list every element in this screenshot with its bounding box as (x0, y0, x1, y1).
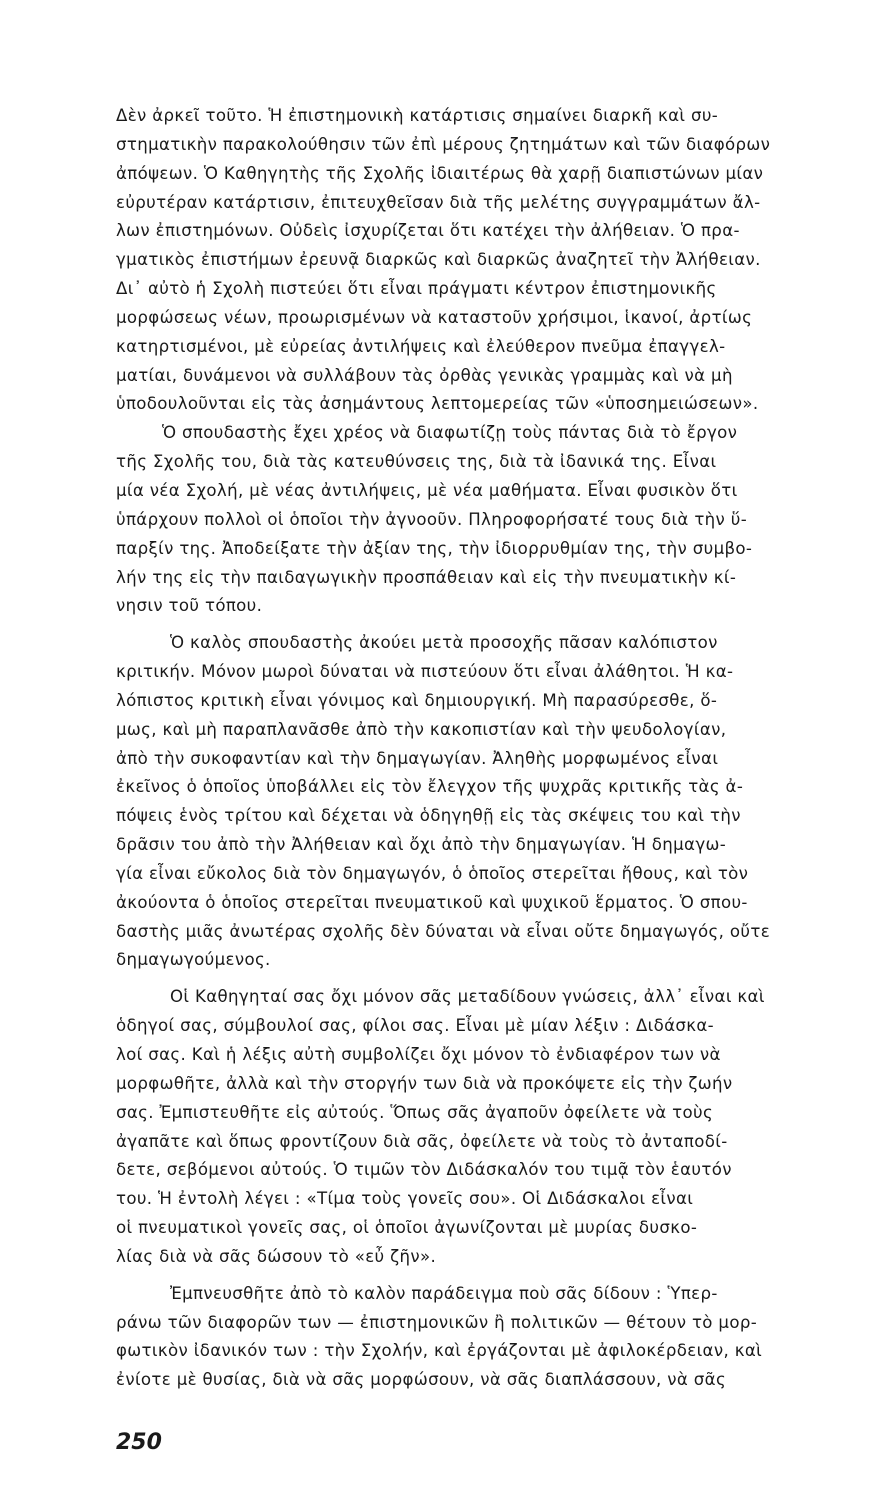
text-line: Δι᾽ αὐτὸ ἡ Σχολὴ πιστεύει ὅτι εἶναι πράγματι κέντρον ἐπιστημονικῆς (116, 279, 717, 299)
text-line: ράνω τῶν διαφορῶν των — ἐπιστημονικῶν ἢ πολιτικῶν — θέτουν τὸ μορ- (116, 1312, 758, 1332)
text-line: Ὁ σπουδαστὴς ἔχει χρέος νὰ διαφωτίζῃ τοὺς πάντας διὰ τὸ ἔργον (162, 423, 738, 443)
paragraph-gap (116, 975, 866, 983)
text-line: λων ἐπιστημόνων. Οὐδεὶς ἰσχυρίζεται ὅτι κατέχει τὴν ἀλήθειαν. Ὁ πρα- (116, 221, 740, 241)
text-line: Δὲν ἀρκεῖ τοῦτο. Ἡ ἐπιστημονικὴ κατάρτισις σημαίνει διαρκῆ καὶ συ- (116, 106, 719, 125)
text-line: κριτικήν. Μόνον μωροὶ δύναται νὰ πιστεύουν ὅτι εἶναι ἀλάθητοι. Ἡ κα- (116, 662, 734, 682)
text-line: λίας διὰ νὰ σᾶς δώσουν τὸ «εὖ ζῆν». (116, 1246, 437, 1266)
text-line: ὑπάρχουν πολλοὶ οἱ ὁποῖοι τὴν ἀγνοοῦν. Πληροφορήσατέ τους διὰ τὴν ὕ- (116, 509, 748, 529)
text-line: Ὁ καλὸς σπουδαστὴς ἀκούει μετὰ προσοχῆς πᾶσαν καλόπιστον (170, 633, 718, 653)
text-line: ὑποδουλοῦνται εἰς τὰς ἀσημάντους λεπτομερείας τῶν «ὑποσημειώσεων». (116, 394, 759, 414)
text-line: ἐκεῖνος ὁ ὁποῖος ὑποβάλλει εἰς τὸν ἔλεγχον τῆς ψυχρᾶς κριτικῆς τὰς ἀ- (116, 777, 744, 797)
text-line: δαστὴς μιᾶς ἀνωτέρας σχολῆς δὲν δύναται νὰ εἶναι οὔτε δημαγωγός, οὔτε (116, 921, 771, 941)
text-line: νησιν τοῦ τόπου. (116, 596, 263, 616)
text-line: μορφώσεως νέων, προωρισμένων νὰ καταστοῦν χρήσιμοι, ἱκανοί, ἀρτίως (116, 307, 753, 327)
text-line: φωτικὸν ἰδανικόν των : τὴν Σχολήν, καὶ ἐργάζονται μὲ ἀφιλοκέρδειαν, καὶ (116, 1341, 763, 1361)
text-line: ὁδηγοί σας, σύμβουλοί σας, φίλοι σας. Εἶναι μὲ μίαν λέξιν : Διδάσκα- (116, 1016, 715, 1036)
text-line: στηματικὴν παρακολούθησιν τῶν ἐπὶ μέρους ζητημάτων καὶ τῶν διαφόρων (116, 134, 771, 154)
text-line: λοί σας. Καὶ ἡ λέξις αὐτὴ συμβολίζει ὄχι μόνον τὸ ἐνδιαφέρον των νὰ (116, 1045, 721, 1064)
paragraph-gap (116, 1272, 866, 1280)
text-line: δημαγωγούμενος. (116, 950, 271, 970)
text-line: ἀπὸ τὴν συκοφαντίαν καὶ τὴν δημαγωγίαν. Ἀληθὴς μορφωμένος εἶναι (116, 748, 719, 768)
text-line: μως, καὶ μὴ παραπλανᾶσθε ἀπὸ τὴν κακοπιστίαν καὶ τὴν ψευδολογίαν, (116, 719, 727, 739)
page-number: 250 (116, 1430, 162, 1455)
text-line: του. Ἡ ἐντολὴ λέγει : «Τίμα τοὺς γονεῖς σου». Οἱ Διδάσκαλοι εἶναι (116, 1189, 694, 1209)
text-line: ἀγαπᾶτε καὶ ὅπως φροντίζουν διὰ σᾶς, ὀφείλετε νὰ τοὺς τὸ ἀνταποδί- (116, 1131, 728, 1151)
text-line: πόψεις ἑνὸς τρίτου καὶ δέχεται νὰ ὁδηγηθῇ εἰς τὰς σκέψεις του καὶ τὴν (116, 806, 741, 826)
text-line: δετε, σεβόμενοι αὐτούς. Ὁ τιμῶν τὸν Διδάσκαλόν του τιμᾷ τὸν ἑαυτόν (116, 1160, 732, 1180)
text-line: ἀκούοντα ὁ ὁποῖος στερεῖται πνευματικοῦ καὶ ψυχικοῦ ἕρματος. Ὁ σπου- (116, 892, 748, 912)
paragraph-gap (116, 621, 866, 629)
paragraph-5 (116, 1280, 866, 1395)
text-line: παρξίν της. Ἀποδείξατε τὴν ἀξίαν της, τὴν ἰδιορρυθμίαν της, τὴν συμβο- (116, 538, 753, 558)
text-line: λόπιστος κριτικὴ εἶναι γόνιμος καὶ δημιουργική. Μὴ παρασύρεσθε, ὅ- (116, 690, 718, 710)
text-line: Ἐμπνευσθῆτε ἀπὸ τὸ καλὸν παράδειγμα ποὺ σᾶς δίδουν : Ὑπερ- (170, 1283, 718, 1303)
text-line: μορφωθῆτε, ἀλλὰ καὶ τὴν στοργήν των διὰ νὰ προκόψετε εἰς τὴν ζωήν (116, 1073, 733, 1093)
body-text (116, 102, 866, 1395)
text-line: σας. Ἐμπιστευθῆτε εἰς αὐτούς. Ὅπως σᾶς ἀγαποῦν ὀφείλετε νὰ τοὺς (116, 1102, 714, 1122)
text-line: ἀπόψεων. Ὁ Καθηγητὴς τῆς Σχολῆς ἰδιαιτέρως θὰ χαρῇ διαπιστώνων μίαν (116, 163, 764, 183)
text-line: οἱ πνευματικοὶ γονεῖς σας, οἱ ὁποῖοι ἀγωνίζονται μὲ μυρίας δυσκο- (116, 1218, 698, 1238)
text-line: ματίαι, δυνάμενοι νὰ συλλάβουν τὰς ὀρθὰς γενικὰς γραμμὰς καὶ νὰ μὴ (116, 365, 733, 385)
paragraph-3 (116, 629, 866, 975)
text-line: ἐνίοτε μὲ θυσίας, διὰ νὰ σᾶς μορφώσουν, νὰ σᾶς διαπλάσσουν, νὰ σᾶς (116, 1370, 727, 1390)
text-line: κατηρτισμένοι, μὲ εὐρείας ἀντιλήψεις καὶ ἐλεύθερον πνεῦμα ἐπαγγελ- (116, 336, 726, 356)
paragraph-4 (116, 983, 866, 1271)
paragraph-2 (116, 419, 866, 621)
text-line: μία νέα Σχολή, μὲ νέας ἀντιλήψεις, μὲ νέα μαθήματα. Εἶναι φυσικὸν ὅτι (116, 480, 738, 500)
text-line: γματικὸς ἐπιστήμων ἐρευνᾷ διαρκῶς καὶ διαρκῶς ἀναζητεῖ τὴν Ἀλήθειαν. (116, 250, 761, 270)
text-line: τῆς Σχολῆς του, διὰ τὰς κατευθύνσεις της, διὰ τὰ ἰδανικά της. Εἶναι (116, 452, 717, 472)
text-line: δρᾶσιν του ἀπὸ τὴν Ἀλήθειαν καὶ ὄχι ἀπὸ τὴν δημαγωγίαν. Ἡ δημαγω- (116, 835, 727, 855)
text-line: εὐρυτέραν κατάρτισιν, ἐπιτευχθεῖσαν διὰ τῆς μελέτης συγγραμμάτων ἄλ- (116, 192, 761, 212)
text-line: γία εἶναι εὔκολος διὰ τὸν δημαγωγόν, ὁ ὁποῖος στερεῖται ἤθους, καὶ τὸν (116, 863, 749, 883)
text-line: Οἱ Καθηγηταί σας ὄχι μόνον σᾶς μεταδίδουν γνώσεις, ἀλλ᾽ εἶναι καὶ (170, 987, 765, 1007)
paragraph-1 (116, 102, 866, 419)
text-line: λήν της εἰς τὴν παιδαγωγικὴν προσπάθειαν καὶ εἰς τὴν πνευματικὴν κί- (116, 567, 737, 587)
